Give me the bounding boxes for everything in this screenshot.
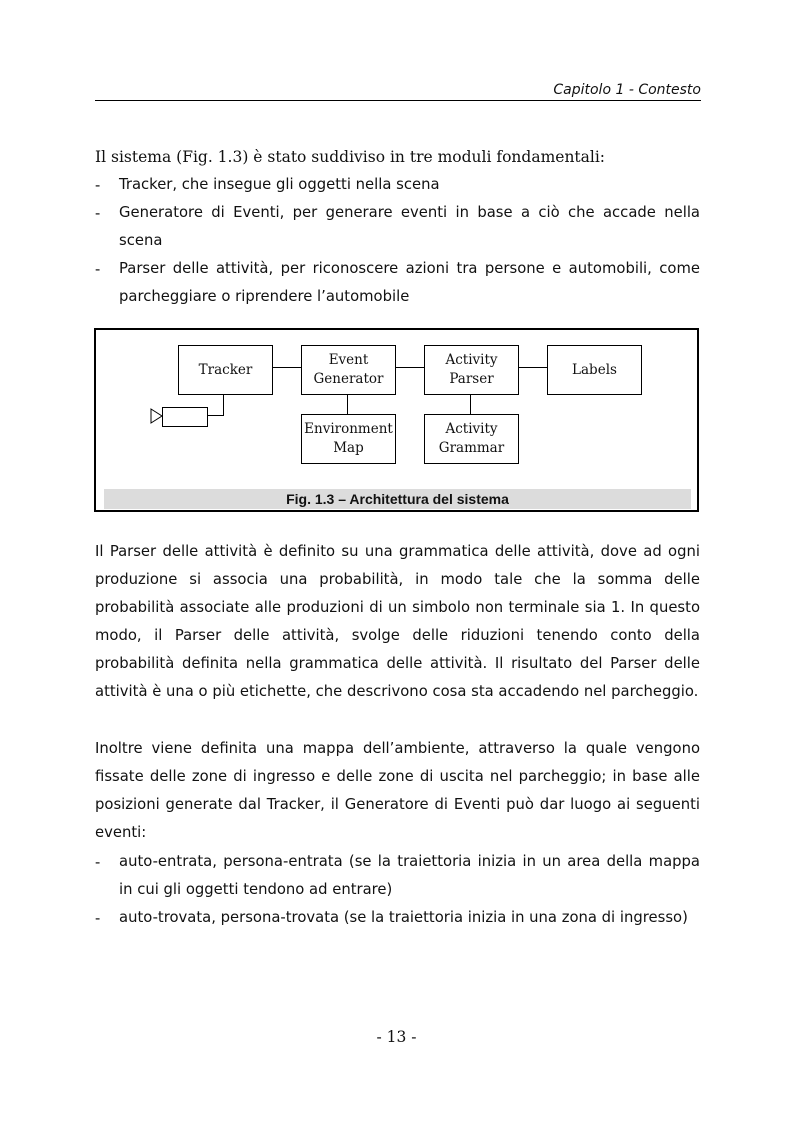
header-rule [95, 100, 701, 101]
labels-box: Labels [547, 345, 642, 395]
bullet-dash: - [95, 853, 101, 871]
connector-parser-grammar [470, 392, 471, 414]
bullet-tracker: Tracker, che insegue gli oggetti nella scena [119, 176, 440, 193]
connector-input-elbow [206, 415, 224, 416]
bullet-dash: - [95, 204, 101, 222]
running-header: Capitolo 1 - Contesto [553, 82, 701, 98]
page-number: - 13 - [376, 1028, 417, 1046]
figure-caption: Fig. 1.3 – Architettura del sistema [104, 489, 691, 509]
video-input-box [162, 407, 208, 427]
paragraph-environment-map: Inoltre viene definita una mappa dell’ambiente, attraverso la quale vengono fissate delle zone di ingresso e delle zone di uscita nel parcheggio; in base alle posizioni generate dal Tracker, il Generatore di Eventi può dar luogo ai seguenti eventi: [95, 740, 700, 841]
input-arrow-icon [150, 408, 164, 424]
bullet-auto-entrata: auto-entrata, persona-entrata (se la traiettoria inizia in un area della mappa in cui gli oggetti tendono ad entrare) [119, 853, 700, 898]
connector-tracker-event [270, 367, 302, 368]
bullet-activity-parser: Parser delle attività, per riconoscere azioni tra persone e automobili, come parcheggiare o riprendere l’automobile [119, 260, 700, 305]
paragraph-parser: Il Parser delle attività è definito su una grammatica delle attività, dove ad ogni produzione si associa una probabilità, in modo tale che la somma delle probabilità associate alle produzioni di un simbolo non terminale sia 1. In questo modo, il Parser delle attività, svolge delle riduzioni tenendo conto della probabilità definita nella grammatica delle attività. Il risultato del Parser delle attività è una o più etichette, che descrivono cosa sta accadendo nel parcheggio. [95, 543, 700, 700]
bullet-dash: - [95, 176, 101, 194]
connector-tracker-input [223, 392, 224, 416]
bullet-dash: - [95, 909, 101, 927]
connector-event-parser [393, 367, 425, 368]
tracker-box: Tracker [178, 345, 273, 395]
connector-event-envmap [347, 392, 348, 414]
event-generator-box: Event Generator [301, 345, 396, 395]
intro-lead: Il sistema (Fig. 1.3) è stato suddiviso in tre moduli fondamentali: [95, 148, 606, 166]
bullet-event-generator: Generatore di Eventi, per generare eventi in base a ciò che accade nella scena [119, 204, 700, 249]
activity-grammar-box: Activity Grammar [424, 414, 519, 464]
activity-parser-box: Activity Parser [424, 345, 519, 395]
environment-map-box: Environment Map [301, 414, 396, 464]
bullet-auto-trovata: auto-trovata, persona-trovata (se la traiettoria inizia in una zona di ingresso) [119, 909, 688, 926]
connector-parser-labels [516, 367, 548, 368]
bullet-dash: - [95, 260, 101, 278]
